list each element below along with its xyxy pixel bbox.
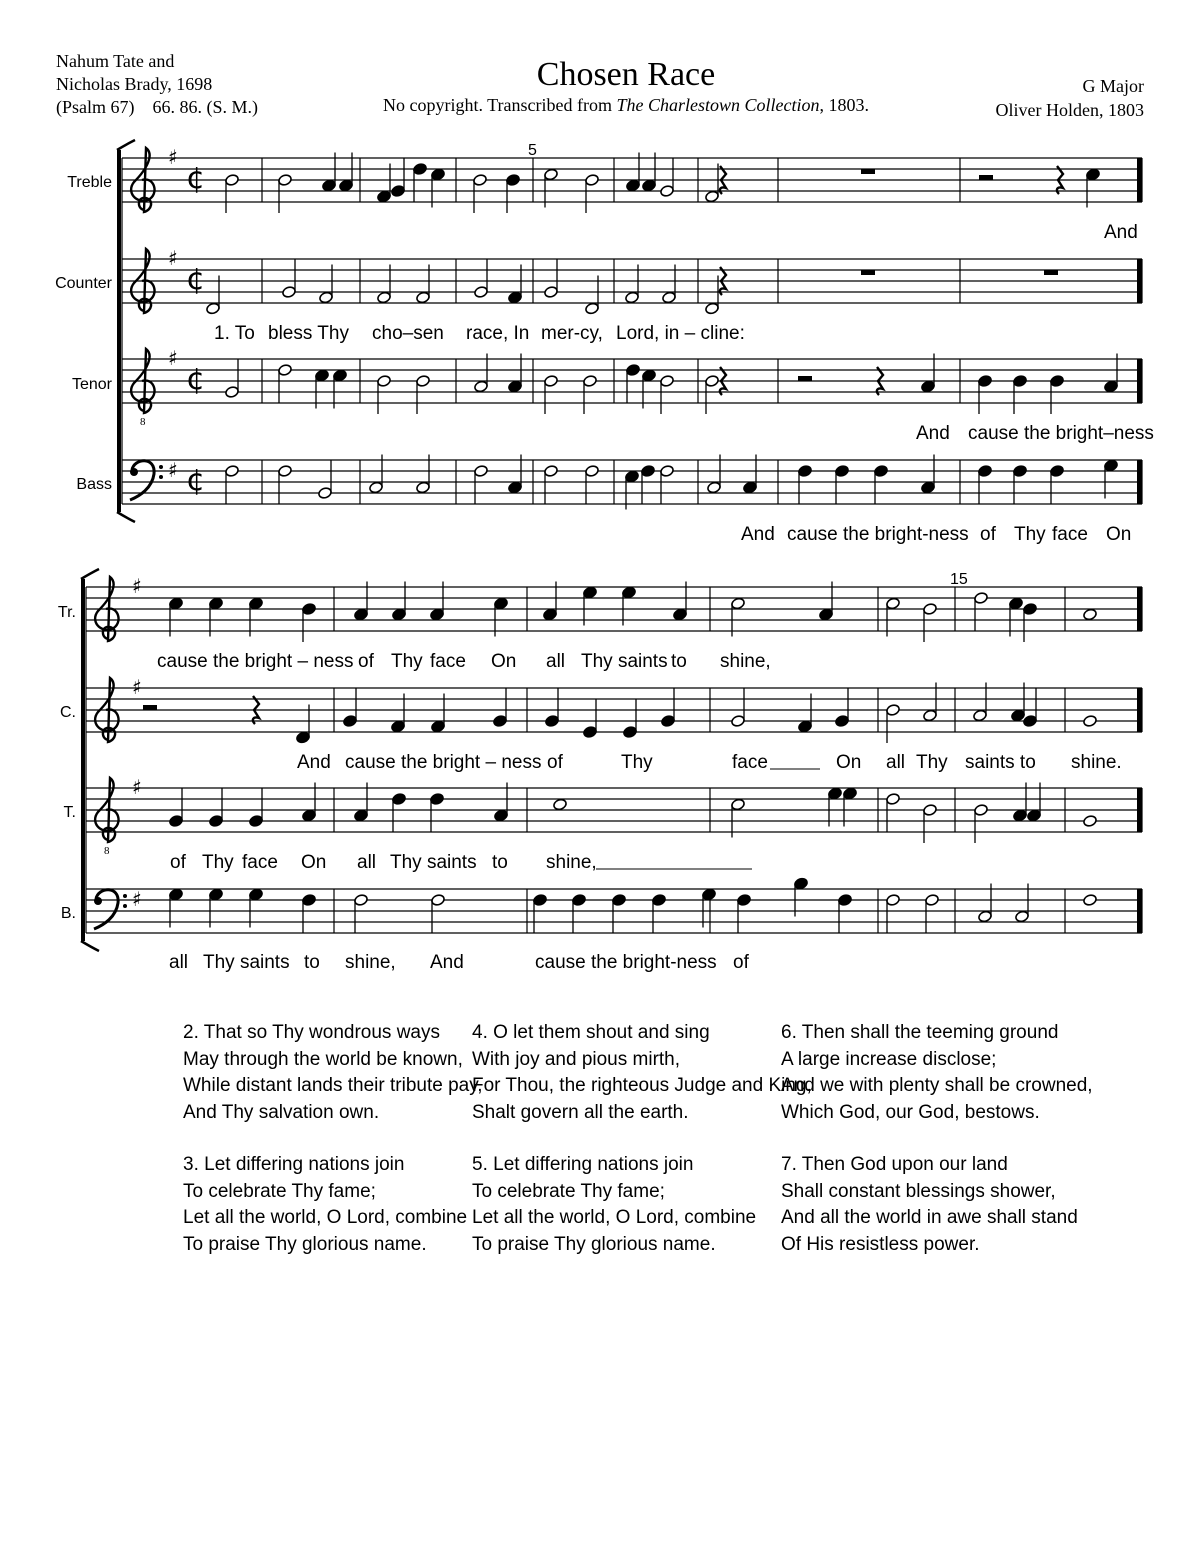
lyric-b2-7: of <box>733 952 749 973</box>
note-head <box>978 910 993 923</box>
note-head <box>508 291 523 304</box>
note-head <box>474 465 489 478</box>
note-head <box>662 291 677 304</box>
sharp-icon: ♯ <box>132 887 142 911</box>
note-head <box>974 804 989 817</box>
bass-clef-dot-icon <box>130 468 138 476</box>
barlines <box>81 140 1142 951</box>
lyric-tr2-4: face <box>430 651 466 672</box>
lyric-tr2-3: Thy <box>391 651 423 672</box>
note-head <box>798 465 813 478</box>
final-barline <box>1137 460 1142 504</box>
note-head <box>612 894 627 907</box>
note-head <box>843 787 858 800</box>
note-head <box>702 888 717 901</box>
note-head <box>392 793 407 806</box>
note-head <box>1023 603 1038 616</box>
note-head <box>377 291 392 304</box>
lyric-counter-2: bless Thy <box>268 323 349 344</box>
note-head <box>494 597 509 610</box>
part-abbrev-tenor: T. <box>63 804 76 821</box>
note-head <box>705 190 720 203</box>
treble-clef-icon <box>128 153 145 213</box>
part-label-counter: Counter <box>55 275 112 292</box>
lyric-c2-7: all <box>886 752 906 773</box>
note-head <box>1013 809 1028 822</box>
verse-line: For Thou, the righteous Judge and King, <box>472 1075 812 1096</box>
note-head <box>209 888 224 901</box>
note-head <box>225 174 240 187</box>
note-head <box>705 302 720 315</box>
note-head <box>835 715 850 728</box>
note-head <box>626 364 641 377</box>
verse-line: Shall constant blessings shower, <box>781 1180 1056 1202</box>
note-head <box>430 608 445 621</box>
treble-clef-icon <box>128 254 145 314</box>
source-collection: The Charlestown Collection <box>616 95 820 115</box>
note-head <box>583 586 598 599</box>
note-head <box>838 894 853 907</box>
cut-time-icon: ¢ <box>186 463 206 498</box>
note-head <box>225 465 240 478</box>
copyright-prefix: No copyright. Transcribed from <box>383 95 617 115</box>
note-head <box>508 481 523 494</box>
note-head <box>1083 608 1098 621</box>
note-head <box>431 894 446 907</box>
sharp-icon: ♯ <box>132 574 142 598</box>
half-rest-icon <box>143 705 157 710</box>
note-head <box>1009 597 1024 610</box>
bass-clef-dot-icon <box>123 904 127 908</box>
treble-clef-icon <box>92 582 109 642</box>
note-head <box>1104 380 1119 393</box>
note-head <box>474 380 489 393</box>
final-barline <box>1137 889 1142 933</box>
note-head <box>1027 809 1042 822</box>
key-label: G Major <box>1082 76 1144 96</box>
note-head <box>1086 168 1101 181</box>
verse-line: Of His resistless power. <box>781 1233 980 1255</box>
note-head <box>921 481 936 494</box>
cut-time-icon: ¢ <box>186 362 206 397</box>
note-head <box>169 815 184 828</box>
verse-5 <box>472 1152 812 1258</box>
verse-line: Let all the world, O Lord, combine <box>183 1207 468 1228</box>
note-head <box>923 709 938 722</box>
verse-line: And we with plenty shall be crowned, <box>781 1075 1093 1096</box>
lyric-tr2-5: On <box>491 651 517 672</box>
note-head <box>225 386 240 399</box>
note-head <box>319 291 334 304</box>
verse-line: To praise Thy glorious name. <box>183 1233 427 1255</box>
note-head <box>641 465 656 478</box>
lyric-counter-6: Lord, in – cline: <box>616 323 745 344</box>
lyric-tr2-8: to <box>671 651 687 672</box>
lyric-c2-10: shine. <box>1071 752 1122 773</box>
note-head <box>973 709 988 722</box>
note-head <box>354 894 369 907</box>
note-head <box>585 174 600 187</box>
lyric-counter-3: cho–sen <box>372 323 444 344</box>
note-head <box>1015 910 1030 923</box>
note-head <box>278 465 293 478</box>
verse-line: Let all the world, O Lord, combine <box>472 1207 757 1228</box>
lyric-c2-2: cause the bright – ness <box>345 752 542 773</box>
note-head <box>1083 715 1098 728</box>
note-head <box>416 481 431 494</box>
note-head <box>731 597 746 610</box>
note-head <box>209 597 224 610</box>
note-head <box>315 369 330 382</box>
lyric-t2-8: shine, <box>546 852 597 873</box>
note-head <box>544 375 559 388</box>
note-head <box>302 809 317 822</box>
note-head <box>413 163 428 176</box>
note-head <box>474 286 489 299</box>
note-head <box>886 704 901 717</box>
verse-line: 3. Let differing nations join <box>183 1154 405 1175</box>
note-head <box>391 185 406 198</box>
note-head <box>874 465 889 478</box>
note-head <box>623 726 638 739</box>
note-head <box>249 888 264 901</box>
note-head <box>543 608 558 621</box>
verse-2 <box>183 1020 483 1126</box>
note-head <box>660 185 675 198</box>
note-head <box>661 715 676 728</box>
note-head <box>249 815 264 828</box>
verse-line: With joy and pious mirth, <box>472 1048 681 1070</box>
note-head <box>622 586 637 599</box>
note-head <box>553 798 568 811</box>
verse-line: 7. Then God upon our land <box>781 1154 1008 1175</box>
lyric-t2-3: face <box>242 852 278 873</box>
bracket-hook <box>81 941 99 951</box>
note-head <box>431 720 446 733</box>
lyric-b2-5: And <box>430 952 464 973</box>
copyright-suffix: , 1803. <box>819 95 869 115</box>
note-head <box>737 894 752 907</box>
note-head <box>886 597 901 610</box>
lyric-bass-4: Thy <box>1014 524 1046 545</box>
lyric-bass-5: face <box>1052 524 1088 545</box>
verse-6 <box>781 1020 1093 1126</box>
note-head <box>533 894 548 907</box>
lyric-tenor-1: And <box>916 423 950 444</box>
lyric-tr2-9: shine, <box>720 651 771 672</box>
note-head <box>508 380 523 393</box>
part-label-bass: Bass <box>76 476 112 493</box>
lyric-c2-8: Thy <box>916 752 948 773</box>
note-head <box>1011 709 1026 722</box>
note-head <box>377 190 392 203</box>
note-head <box>1050 465 1065 478</box>
lyric-t2-2: Thy <box>202 852 234 873</box>
verse-line: 5. Let differing nations join <box>472 1154 694 1175</box>
note-head <box>278 364 293 377</box>
note-head <box>731 798 746 811</box>
bracket-hook <box>117 512 135 522</box>
note-head <box>169 888 184 901</box>
note-head <box>660 375 675 388</box>
verse-line: To praise Thy glorious name. <box>472 1233 716 1255</box>
verse-line: To celebrate Thy fame; <box>183 1180 376 1202</box>
note-head <box>416 375 431 388</box>
whole-rest-icon <box>1044 270 1058 275</box>
note-head <box>673 608 688 621</box>
lyric-b2-3: to <box>304 952 320 973</box>
verse-line: And all the world in awe shall stand <box>781 1207 1078 1228</box>
author-line-2: Nicholas Brady, 1698 <box>56 74 213 94</box>
lyric-counter-4: race, In <box>466 323 530 344</box>
bass-clef-dot-icon <box>159 465 163 469</box>
lyric-b2-6: cause the bright-ness <box>535 952 717 973</box>
sharp-icon: ♯ <box>132 775 142 799</box>
note-head <box>978 375 993 388</box>
note-head <box>1013 375 1028 388</box>
note-head <box>493 715 508 728</box>
verse-column-1 <box>183 1020 483 1284</box>
lyric-treble-1: And <box>1104 222 1138 243</box>
treble-clef-icon <box>92 783 109 843</box>
note-head <box>925 894 940 907</box>
lyric-t2-1: of <box>170 852 186 873</box>
final-barline <box>1137 158 1142 202</box>
lyric-t2-4: On <box>301 852 327 873</box>
verse-line: While distant lands their tribute pay, <box>183 1075 483 1096</box>
note-head <box>333 369 348 382</box>
octave-mark-icon: 8 <box>140 416 146 428</box>
verse-line: 6. Then shall the teeming ground <box>781 1022 1059 1043</box>
note-head <box>354 809 369 822</box>
sharp-icon: ♯ <box>168 346 178 370</box>
treble-clef-icon <box>92 683 109 743</box>
note-head <box>794 877 809 890</box>
note-head <box>206 302 221 315</box>
sharp-icon: ♯ <box>168 458 178 482</box>
note-head <box>169 597 184 610</box>
note-head <box>705 375 720 388</box>
note-head <box>416 291 431 304</box>
half-rest-icon <box>979 175 993 180</box>
bracket-hook <box>117 140 135 150</box>
note-head <box>544 168 559 181</box>
lyric-c2-3: of <box>547 752 563 773</box>
composer-credit: Oliver Holden, 1803 <box>995 100 1144 120</box>
note-head <box>296 731 311 744</box>
note-head <box>302 603 317 616</box>
note-head <box>921 380 936 393</box>
lyric-b2-4: shine, <box>345 952 396 973</box>
note-head <box>625 291 640 304</box>
lyric-counter-1: 1. To <box>214 323 255 344</box>
note-head <box>473 174 488 187</box>
lyric-bass-1: And <box>741 524 775 545</box>
lyric-bass-2: cause the bright-ness <box>787 524 969 545</box>
note-head <box>1050 375 1065 388</box>
final-barline <box>1137 788 1142 832</box>
note-head <box>974 592 989 605</box>
sharp-icon: ♯ <box>168 145 178 169</box>
verse-line: And Thy salvation own. <box>183 1101 380 1123</box>
note-head <box>828 787 843 800</box>
verse-column-2 <box>472 1020 812 1284</box>
bass-clef-dot-icon <box>123 894 127 898</box>
verse-7 <box>781 1152 1093 1258</box>
note-head <box>377 375 392 388</box>
measure-number-15: 15 <box>950 571 968 588</box>
note-head <box>302 894 317 907</box>
cut-time-icon: ¢ <box>186 262 206 297</box>
note-head <box>506 174 521 187</box>
lyric-t2-6: Thy saints <box>390 852 477 873</box>
system-bracket <box>117 150 121 512</box>
verse-line: 2. That so Thy wondrous ways <box>183 1022 440 1043</box>
note-head <box>1083 815 1098 828</box>
part-abbrev-treble: Tr. <box>57 604 76 621</box>
note-head <box>209 815 224 828</box>
lyric-tr2-7: Thy saints <box>581 651 668 672</box>
lyric-bass-6: On <box>1106 524 1132 545</box>
bass-clef-dot-icon <box>94 897 102 905</box>
note-head <box>339 179 354 192</box>
note-head <box>369 481 384 494</box>
note-head <box>249 597 264 610</box>
verse-column-3 <box>781 1020 1093 1284</box>
part-abbrev-bass: B. <box>60 905 76 922</box>
treble-clef-icon <box>128 354 145 414</box>
author-line-3: (Psalm 67) 66. 86. (S. M.) <box>56 97 258 117</box>
clefs <box>92 145 205 931</box>
note-head <box>798 720 813 733</box>
note-head <box>354 608 369 621</box>
lyric-bass-3: of <box>980 524 996 545</box>
lyric-tr2-6: all <box>546 651 566 672</box>
note-head <box>923 603 938 616</box>
author-line-1: Nahum Tate and <box>56 51 175 71</box>
lyric-c2-5: face <box>732 752 768 773</box>
octave-mark-icon: 8 <box>104 845 110 857</box>
note-head <box>731 715 746 728</box>
note-head <box>660 465 675 478</box>
note-head <box>886 793 901 806</box>
note-head <box>835 465 850 478</box>
final-barline <box>1137 587 1142 631</box>
note-head <box>583 726 598 739</box>
note-head <box>743 481 758 494</box>
verse-line: 4. O let them shout and sing <box>472 1022 710 1043</box>
note-head <box>583 375 598 388</box>
note-head <box>585 302 600 315</box>
note-head <box>652 894 667 907</box>
verse-line: Which God, our God, bestows. <box>781 1101 1040 1123</box>
lyric-tr2-2: of <box>358 651 374 672</box>
sharp-icon: ♯ <box>168 246 178 270</box>
half-rest-icon <box>798 376 812 381</box>
part-label-treble: Treble <box>67 174 112 191</box>
lyric-c2-9: saints to <box>965 752 1036 773</box>
verse-3 <box>183 1152 483 1258</box>
note-head <box>544 286 559 299</box>
note-head <box>282 286 297 299</box>
note-head <box>545 715 560 728</box>
verse-4 <box>472 1020 812 1126</box>
measure-number-5: 5 <box>528 142 537 159</box>
note-head <box>585 465 600 478</box>
final-barline <box>1137 359 1142 403</box>
lyric-c2-1: And <box>297 752 331 773</box>
note-head <box>923 804 938 817</box>
note-head <box>1023 715 1038 728</box>
lyric-b2-2: Thy saints <box>203 952 290 973</box>
lyric-t2-5: all <box>357 852 377 873</box>
lyric-tenor-2: cause the bright–ness <box>968 423 1154 444</box>
note-head <box>544 465 559 478</box>
note-head <box>494 809 509 822</box>
note-head <box>625 470 640 483</box>
verse-line: To celebrate Thy fame; <box>472 1180 665 1202</box>
note-head <box>1083 894 1098 907</box>
final-barline <box>1137 259 1142 303</box>
lyric-tr2-1: cause the bright – ness <box>157 651 354 672</box>
lyric-c2-6: On <box>836 752 862 773</box>
system-bracket <box>81 579 85 941</box>
note-head <box>819 608 834 621</box>
note-head <box>430 793 445 806</box>
note-head <box>343 715 358 728</box>
lyric-c2-4: Thy <box>621 752 653 773</box>
note-head <box>322 179 337 192</box>
part-abbrev-counter: C. <box>60 704 76 721</box>
verse-line: Shalt govern all the earth. <box>472 1101 689 1123</box>
sharp-icon: ♯ <box>132 675 142 699</box>
whole-rest-icon <box>861 169 875 174</box>
whole-rest-icon <box>861 270 875 275</box>
part-label-tenor: Tenor <box>71 376 112 393</box>
note-head <box>318 487 333 500</box>
note-head <box>978 465 993 478</box>
lyric-counter-5: mer-cy, <box>541 323 603 344</box>
cut-time-icon: ¢ <box>186 161 206 196</box>
note-head <box>1104 459 1119 472</box>
note-head <box>391 720 406 733</box>
bass-clef-dot-icon <box>159 475 163 479</box>
bracket-hook <box>81 569 99 579</box>
note-head <box>707 481 722 494</box>
lyric-b2-1: all <box>169 952 189 973</box>
final-barline <box>1137 688 1142 732</box>
note-head <box>1013 465 1028 478</box>
note-head <box>392 608 407 621</box>
verse-line: A large increase disclose; <box>781 1048 997 1070</box>
hymn-title: Chosen Race <box>536 56 716 93</box>
note-head <box>642 369 657 382</box>
note-head <box>642 179 657 192</box>
note-head <box>626 179 641 192</box>
note-head <box>572 894 587 907</box>
verse-line: May through the world be known, <box>183 1048 463 1070</box>
note-head <box>886 894 901 907</box>
note-head <box>431 168 446 181</box>
lyric-t2-7: to <box>492 852 508 873</box>
note-head <box>278 174 293 187</box>
